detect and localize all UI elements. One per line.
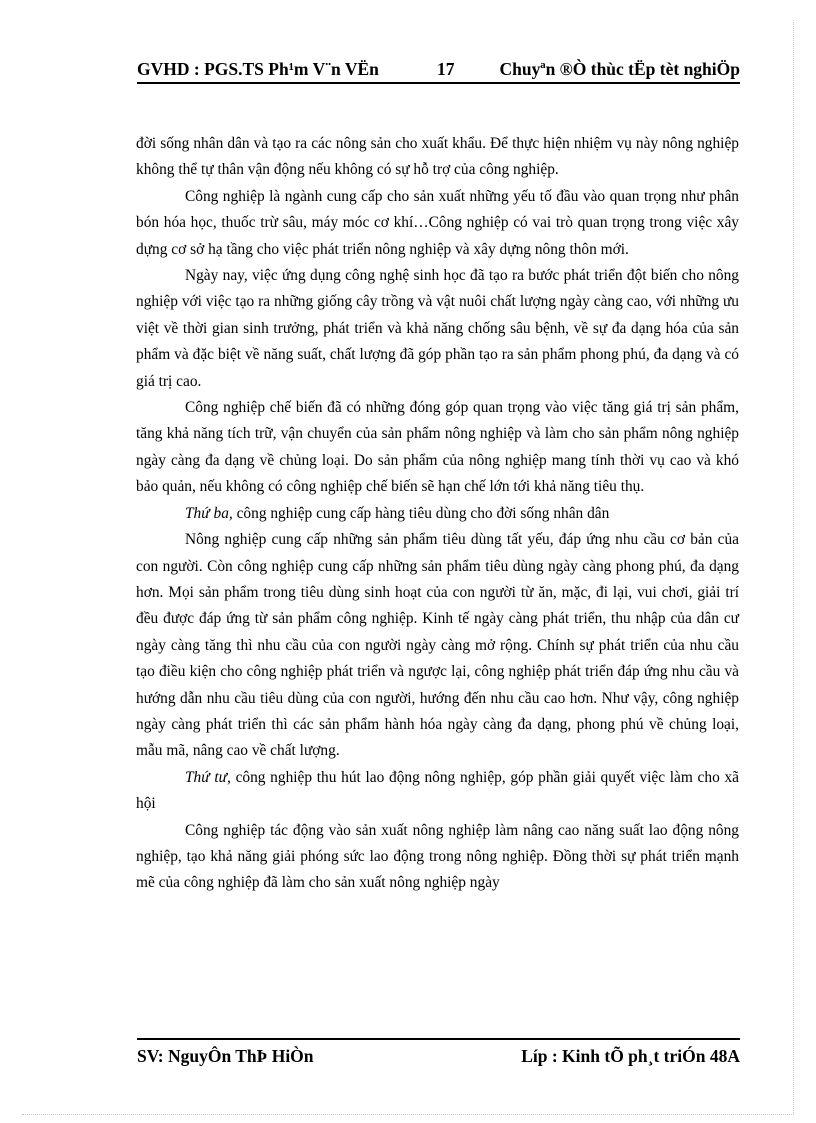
paragraph-2: Công nghiệp là ngành cung cấp cho sản xuất những yếu tố đầu vào quan trọng như phân bón hóa học, thuốc trừ sâu, máy móc cơ khí…Công nghiệp có vai trò quan trọng trong việc xây dựng cơ sở hạ tầng cho việc phát triển nông nghiệp và xây dựng nông thôn mới. <box>136 187 739 258</box>
heading-fourth: Thứ tư, <box>185 768 231 786</box>
heading-third: Thứ ba, <box>185 504 233 522</box>
paragraph-7-text: công nghiệp thu hút lao động nông nghiệp, góp phần giải quyết việc làm cho xã hội <box>136 768 739 813</box>
header-supervisor: GVHD : PGS.TS Ph¹m V¨n VËn <box>137 59 379 79</box>
page-header <box>137 58 740 84</box>
header-page-number: 17 <box>437 59 455 79</box>
paragraph-8: Công nghiệp tác động vào sản xuất nông nghiệp làm nâng cao năng suất lao động nông nghiệp, tạo khả năng giải phóng sức lao động trong nông nghiệp. Đồng thời sự phát triển mạnh mẽ của công nghiệp đã làm cho sản xuất nông nghiệp ngày <box>136 821 739 892</box>
footer-class: Líp : Kinh tÕ ph¸t triÓn 48A <box>521 1046 740 1066</box>
document-body <box>136 131 739 897</box>
paragraph-4: Công nghiệp chế biến đã có những đóng góp quan trọng vào việc tăng giá trị sản phẩm, tăng khả năng tích trữ, vận chuyển của sản phẩm nông nghiệp và làm cho sản phẩm nông nghiệp ngày càng đa dạng về chủng loại. Do sản phẩm của nông nghiệp mang tính thời vụ cao và khó bảo quản, nếu không có công nghiệp chế biến sẽ hạn chế lớn tới khả năng tiêu thụ. <box>136 399 739 496</box>
header-report-title: Chuyªn ®Ò thùc tËp tèt nghiÖp <box>499 59 740 79</box>
page-footer <box>137 1038 740 1070</box>
paragraph-5 <box>136 501 739 527</box>
paragraph-1: đời sống nhân dân và tạo ra các nông sản cho xuất khẩu. Để thực hiện nhiệm vụ này nông nghiệp không thể tự thân vận động nếu không có sự hỗ trợ của công nghiệp. <box>136 135 739 179</box>
footer-student: SV: NguyÔn ThÞ HiÒn <box>137 1046 314 1066</box>
paragraph-3: Ngày nay, việc ứng dụng công nghệ sinh học đã tạo ra bước phát triển đột biến cho nông nghiệp với việc tạo ra những giống cây trồng và vật nuôi chất lượng ngày càng cao, với những ưu việt về thời gian sinh trưởng, phát triển và khả năng chống sâu bệnh, về sự đa dạng hóa của sản phẩm và đặc biệt về năng suất, chất lượng đã góp phần tạo ra sản phẩm phong phú, đa dạng và có giá trị cao. <box>136 267 739 390</box>
paragraph-5-text: công nghiệp cung cấp hàng tiêu dùng cho đời sống nhân dân <box>232 504 610 522</box>
paragraph-6: Nông nghiệp cung cấp những sản phẩm tiêu dùng tất yếu, đáp ứng nhu cầu cơ bản của con người. Còn công nghiệp cung cấp những sản phẩm tiêu dùng ngày càng phong phú, đa dạng hơn. Mọi sản phẩm trong tiêu dùng sinh hoạt của con người từ ăn, mặc, đi lại, vui chơi, giải trí đều được đáp ứng từ sản phẩm công nghiệp. Kinh tế ngày càng phát triển, thu nhập của dân cư ngày càng tăng thì nhu cầu của con người ngày càng mở rộng. Chính sự phát triển của nhu cầu tạo điều kiện cho công nghiệp phát triển và ngược lại, công nghiệp phát triển đáp ứng nhu cầu và hướng dẫn nhu cầu tiêu dùng của con người, hướng đến nhu cầu cao hơn. Như vậy, công nghiệp ngày càng phát triển thì các sản phẩm hành hóa ngày càng đa dạng, phong phú về chủng loại, mẫu mã, nâng cao về chất lượng. <box>136 531 739 760</box>
paragraph-7 <box>136 765 739 818</box>
